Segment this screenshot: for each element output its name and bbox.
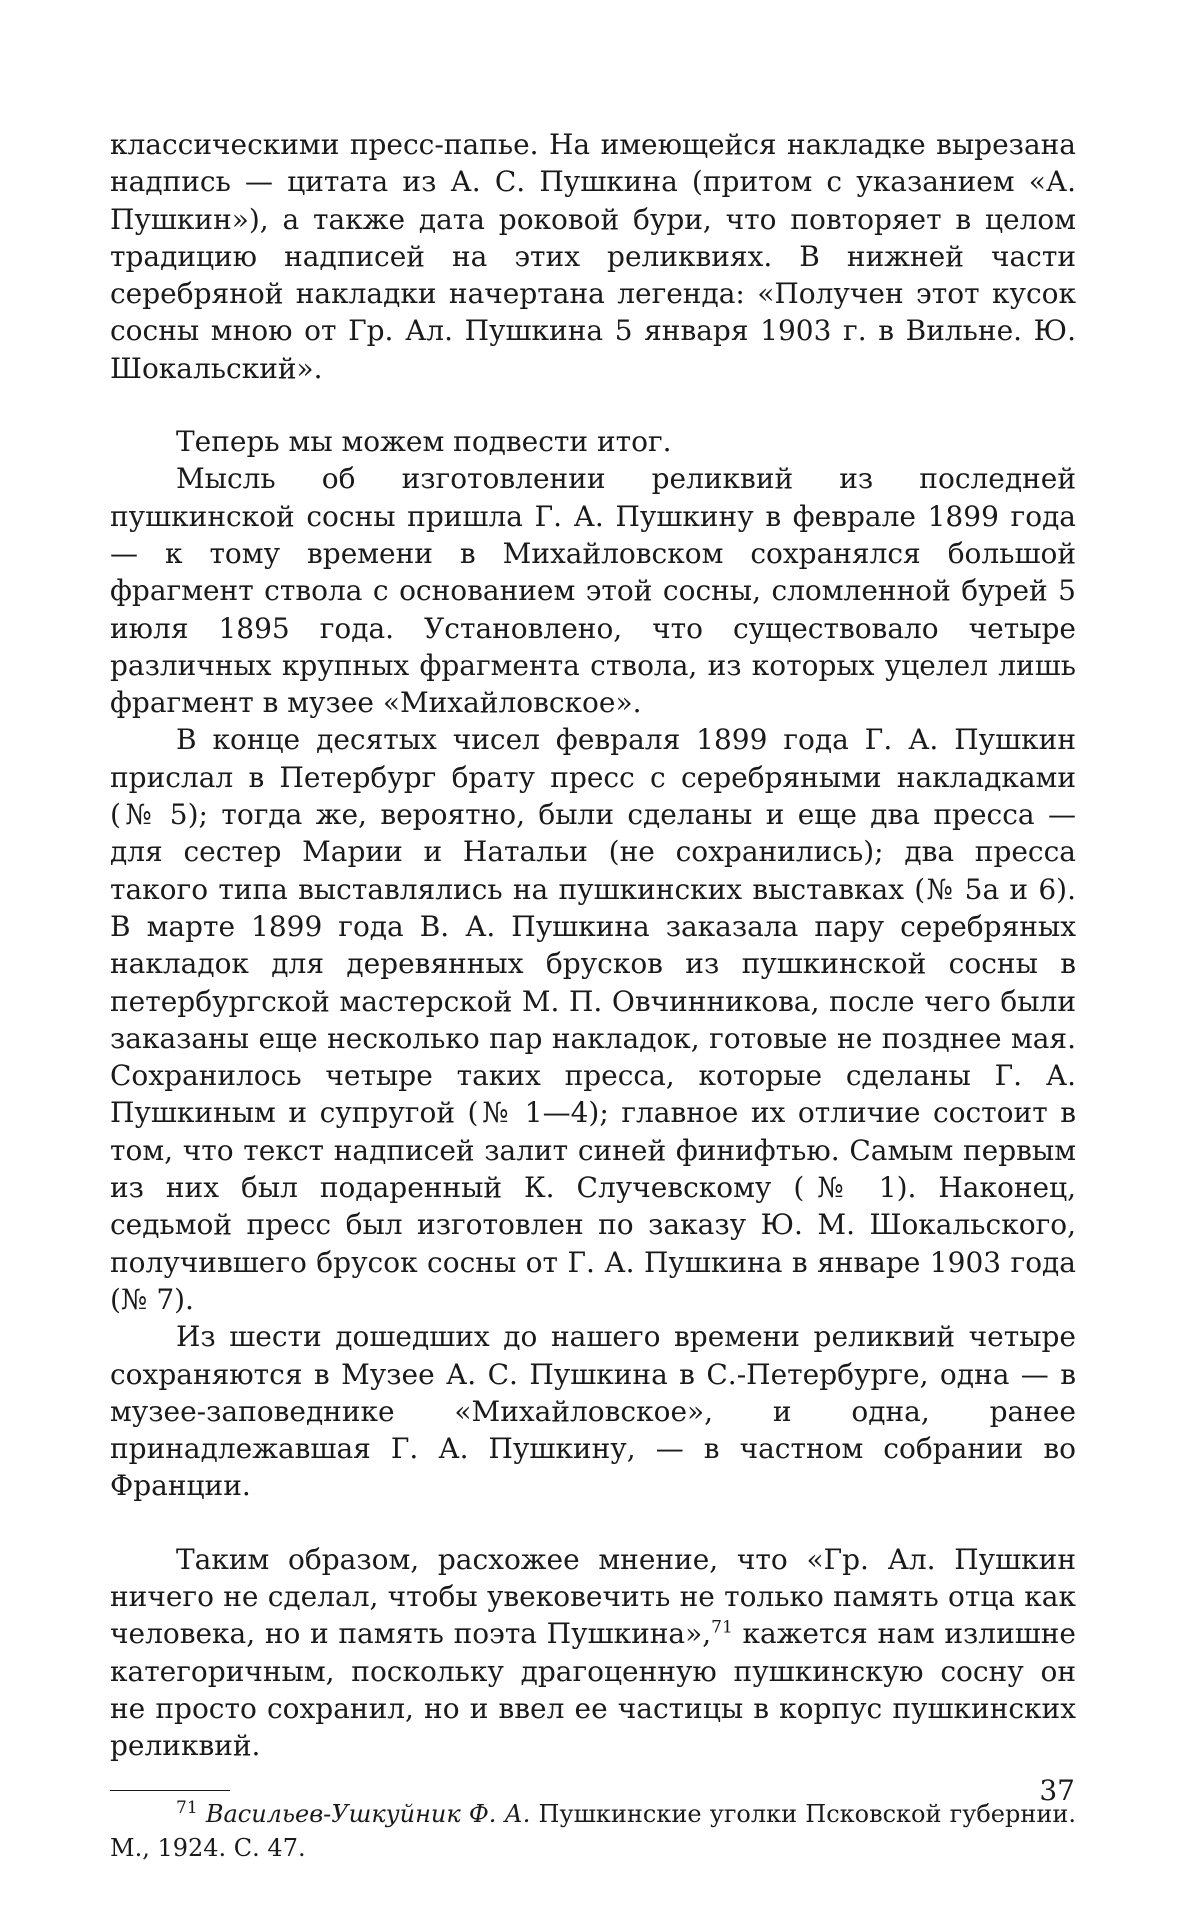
- paragraph-conclusion: [110, 1541, 1076, 1765]
- footnote-reference: 71: [711, 1617, 733, 1638]
- paragraph-presses-history: В конце десятых чисел февраля 1899 года Г. А. Пушкин прислал в Петербург брату пресс с серебряными накладками (№ 5); тогда же, вероятно, были сделаны и еще два пресса — для сестер Марии и Натальи (не сохранились); два пресса такого типа выставлялись на пушкинских выставках (№ 5а и 6). В марте 1899 года В. А. Пушкина заказала пару серебряных накладок для деревянных брусков из пушкинской сосны в петербургской мастерской М. П. Овчинникова, после чего были заказаны еще несколько пар накладок, готовые не позднее мая. Сохранилось четыре таких пресса, которые сделаны Г. А. Пушкиным и супругой (№ 1—4); главное их отличие состоит в том, что текст надписей залит синей финифтью. Самым первым из них был подаренный К. Случевскому (№ 1). Наконец, седьмой пресс был изготовлен по заказу Ю. М. Шокальского, получившего брусок сосны от Г. А. Пушкина в январе 1903 года (№ 7).: [110, 723, 1076, 1316]
- footnote-author: Васильев-Ушкуйник Ф. А.: [205, 1800, 531, 1829]
- footnote: [110, 1797, 1076, 1865]
- footnote-text: Пушкинские уголки Псковской губернии. М., 1924. С. 47.: [110, 1800, 1076, 1863]
- paragraph-surviving-relics: Из шести дошедших до нашего времени реликвий четыре сохраняются в Музее А. С. Пушкина в С.-Петербурге, одна — в музее-заповеднике «Михайловское», и одна, ранее принадлежавшая Г. А. Пушкину, — в частном собрании во Франции.: [110, 1320, 1076, 1503]
- paragraph-gap: [110, 387, 1076, 423]
- footnote-number: 71: [176, 1798, 198, 1819]
- paragraph-idea-origin: Мысль об изготовлении реликвий из последней пушкинской сосны пришла Г. А. Пушкину в феврале 1899 года — к тому времени в Михайловском сохранялся большой фрагмент ствола с основанием этой сосны, сломленной бурей 5 июля 1895 года. Установлено, что существовало четыре различных крупных фрагмента ствола, из которых уцелел лишь фрагмент в музее «Михайловское».: [110, 462, 1076, 720]
- paragraph-continuation: классическими пресс-папье. На имеющейся накладке вырезана надпись — цитата из А. С. Пушкина (притом с указанием «А. Пушкин»), а также дата роковой бури, что повторяет в целом традицию надписей на этих реликвиях. В нижней части серебряной накладки начертана легенда: «Получен этот кусок сосны мною от Гр. Ал. Пушкина 5 января 1903 г. в Вильне. Ю. Шокальский».: [110, 128, 1076, 385]
- conclusion-text-after-ref: кажется нам излишне категоричным, поскольку драгоценную пушкинскую сосну он не просто сохранил, но и ввел ее частицы в корпус пушкинских реликвий.: [110, 1617, 1076, 1763]
- page-body: [110, 126, 1076, 1865]
- page-number: 37: [1039, 1774, 1075, 1807]
- paragraph-summary-intro: Теперь мы можем подвести итог.: [176, 425, 672, 459]
- conclusion-text-before-ref: Таким образом, расхожее мнение, что «Гр. Ал. Пушкин ничего не сделал, чтобы увековечить не только память отца как человека, но и память поэта Пушкина»,: [110, 1542, 1076, 1651]
- paragraph-gap: [110, 1505, 1076, 1541]
- footnote-separator: [110, 1790, 230, 1791]
